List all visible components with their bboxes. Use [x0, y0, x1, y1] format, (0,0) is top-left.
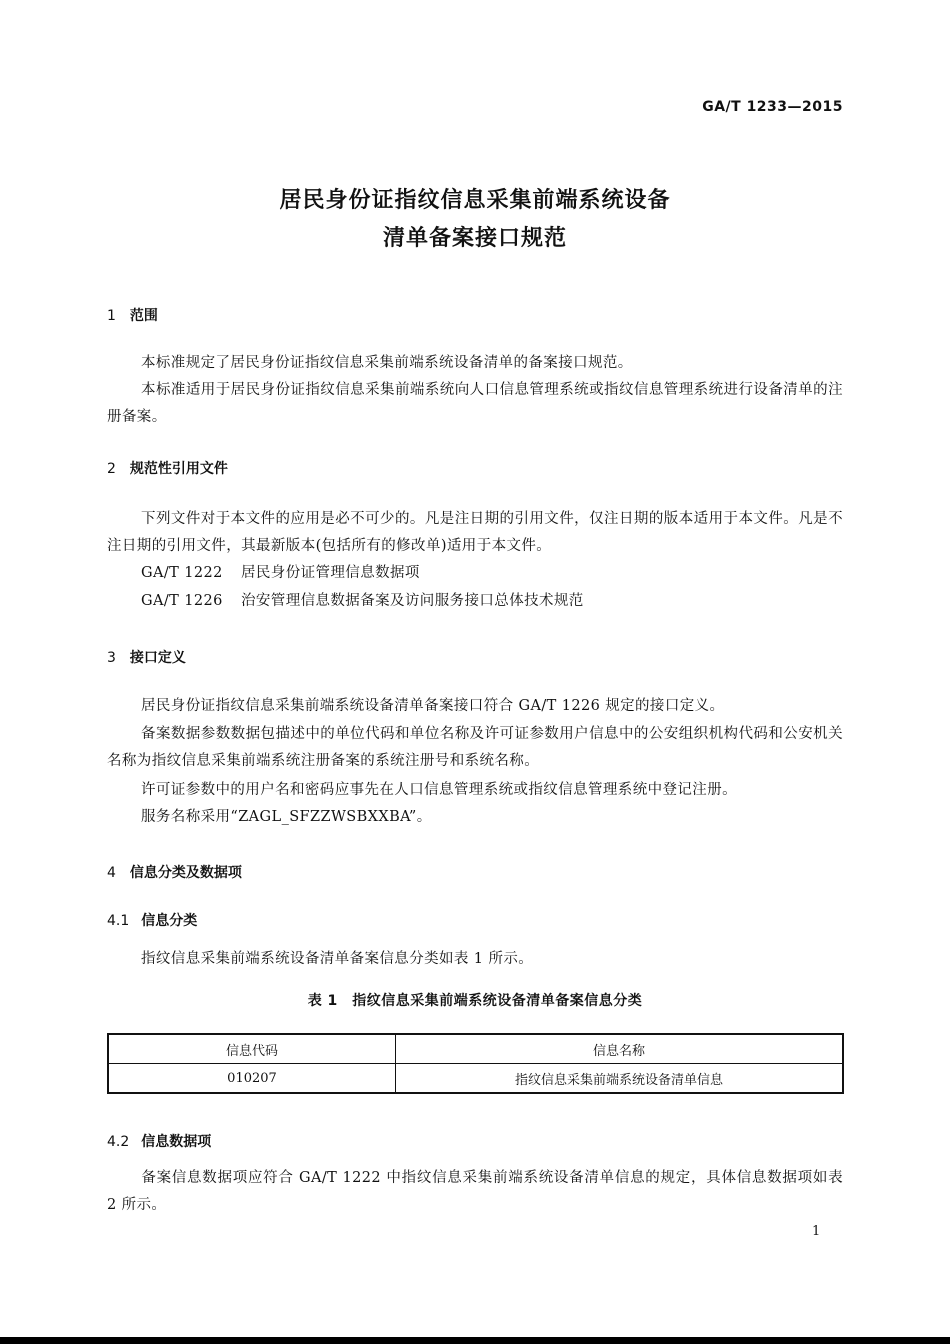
section-title: 规范性引用文件	[129, 461, 228, 477]
paragraph-text: 备案信息数据项应符合 GA/T 1222 中指纹信息采集前端系统设备清单信息的规定，具体信息数据项如表 2 所示。	[107, 1170, 843, 1213]
section-1-paragraph-2	[107, 377, 843, 431]
section-number: 4	[107, 865, 116, 881]
section-4-1-heading	[107, 910, 197, 930]
section-3-heading	[107, 647, 186, 667]
document-title-line2: 清单备案接口规范	[382, 226, 567, 251]
section-title: 接口定义	[129, 650, 186, 666]
section-number: 4.2	[107, 1134, 130, 1150]
paragraph-text: 居民身份证指纹信息采集前端系统设备清单备案接口符合 GA/T 1226 规定的接口定义。	[141, 698, 725, 714]
section-4-1-paragraph-1	[107, 946, 843, 973]
section-3-paragraph-2	[107, 721, 843, 775]
section-3-paragraph-4	[107, 804, 843, 831]
section-title: 信息分类	[141, 913, 198, 929]
table-1-caption: 表 1 指纹信息采集前端系统设备清单备案信息分类	[307, 993, 643, 1009]
paragraph-text: 备案数据参数数据包描述中的单位代码和单位名称及许可证参数用户信息中的公安组织机构代码和公安机关名称为指纹信息采集前端系统注册备案的系统注册号和系统名称。	[107, 726, 843, 769]
bottom-border	[0, 1337, 950, 1344]
paragraph-text: 本标准适用于居民身份证指纹信息采集前端系统向人口信息管理系统或指纹信息管理系统进行设备清单的注册备案。	[107, 382, 843, 425]
section-title: 信息数据项	[141, 1134, 212, 1150]
section-2-heading	[107, 458, 228, 478]
table-cell: 010207	[108, 1064, 396, 1094]
section-1-paragraph-1	[107, 350, 843, 377]
section-number: 4.1	[107, 913, 130, 929]
reference-item	[141, 560, 420, 587]
paragraph-text: 本标准规定了居民身份证指纹信息采集前端系统设备清单的备案接口规范。	[141, 355, 633, 371]
reference-item	[141, 588, 584, 615]
reference-title: 居民身份证管理信息数据项	[241, 565, 420, 581]
section-number: 2	[107, 461, 116, 477]
table-cell: 指纹信息采集前端系统设备清单信息	[396, 1064, 844, 1094]
section-4-heading	[107, 862, 242, 882]
table-1	[107, 1033, 844, 1094]
table-header-cell: 信息名称	[396, 1034, 844, 1064]
table-header-cell: 信息代码	[108, 1034, 396, 1064]
page-number: 1	[812, 1224, 821, 1239]
paragraph-text: 指纹信息采集前端系统设备清单备案信息分类如表 1 所示。	[141, 951, 534, 967]
section-title: 范围	[129, 308, 158, 324]
paragraph-text: 服务名称采用“ZAGL_SFZZWSBXXBA”。	[141, 809, 432, 825]
section-4-2-paragraph-1	[107, 1165, 843, 1219]
reference-code: GA/T 1226	[141, 593, 223, 609]
section-number: 1	[107, 308, 116, 324]
section-3-paragraph-1	[107, 693, 843, 720]
table-row	[108, 1064, 843, 1094]
table-header-row	[108, 1034, 843, 1064]
section-4-2-heading	[107, 1131, 211, 1151]
paragraph-text: 下列文件对于本文件的应用是必不可少的。凡是注日期的引用文件，仅注日期的版本适用于本文件。凡是不注日期的引用文件，其最新版本(包括所有的修改单)适用于本文件。	[107, 511, 843, 554]
section-2-paragraph-1	[107, 506, 843, 560]
standard-code: GA/T 1233—2015	[702, 99, 843, 115]
section-3-paragraph-3	[107, 777, 843, 804]
section-number: 3	[107, 650, 116, 666]
paragraph-text: 许可证参数中的用户名和密码应事先在人口信息管理系统或指纹信息管理系统中登记注册。	[141, 782, 737, 798]
section-title: 信息分类及数据项	[129, 865, 242, 881]
reference-code: GA/T 1222	[141, 565, 223, 581]
reference-title: 治安管理信息数据备案及访问服务接口总体技术规范	[241, 593, 584, 609]
document-title-line1: 居民身份证指纹信息采集前端系统设备	[279, 188, 671, 213]
section-1-heading	[107, 305, 158, 325]
